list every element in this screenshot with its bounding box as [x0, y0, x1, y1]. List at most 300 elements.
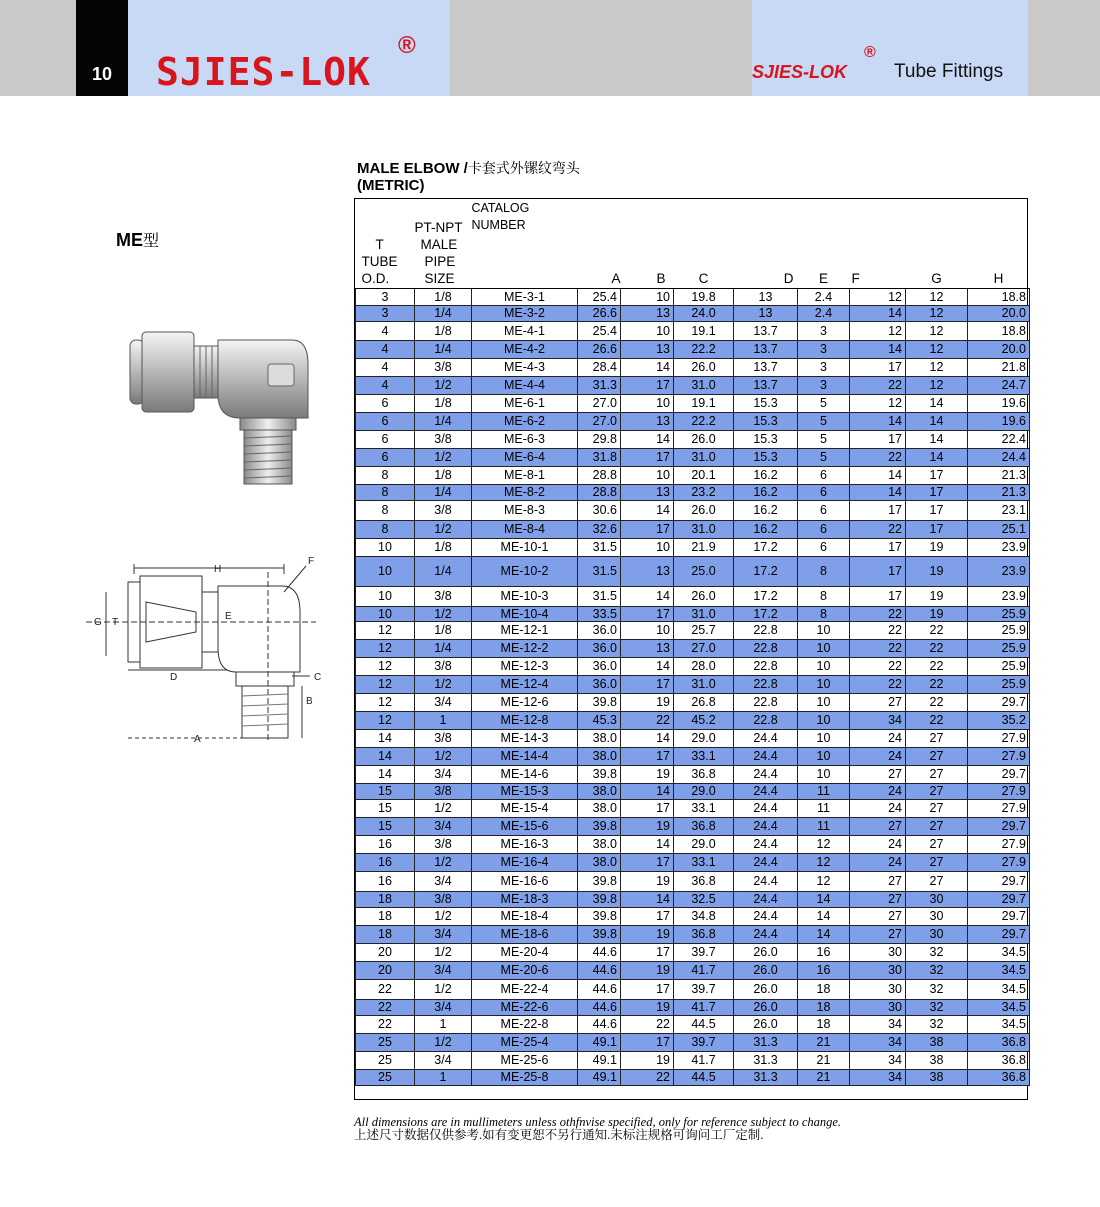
table-cell-cat: ME-12-2 [472, 640, 578, 658]
table-cell-p: 3/8 [415, 431, 472, 449]
table-cell-p: 3/8 [415, 836, 472, 854]
header-catalog-line1: CATALOG [471, 201, 530, 215]
table-cell-b: 14 [621, 359, 674, 377]
table-cell-d: 16.2 [734, 467, 798, 485]
table-row [356, 341, 1030, 359]
table-cell-b: 10 [621, 322, 674, 341]
table-cell-c: 29.0 [674, 836, 734, 854]
table-cell-p: 1/4 [415, 306, 472, 322]
table-cell-f: 17 [850, 539, 906, 557]
table-cell-cat: ME-8-3 [472, 501, 578, 521]
table-cell-g: 38 [906, 1034, 968, 1052]
table-cell-cat: ME-15-6 [472, 818, 578, 836]
header-e: E [798, 199, 850, 289]
table-row [356, 1016, 1030, 1034]
diagram-label-g: G [94, 617, 102, 628]
table-cell-t: 22 [356, 1000, 415, 1016]
table-cell-a: 38.0 [578, 730, 621, 748]
table-cell-cat: ME-4-4 [472, 377, 578, 395]
table-cell-c: 29.0 [674, 730, 734, 748]
table-cell-b: 17 [621, 800, 674, 818]
table-cell-h: 21.3 [968, 467, 1030, 485]
table-row [356, 557, 1030, 587]
table-cell-cat: ME-6-2 [472, 413, 578, 431]
table-cell-cat: ME-12-4 [472, 676, 578, 694]
table-cell-b: 13 [621, 640, 674, 658]
table-cell-h: 29.7 [968, 892, 1030, 908]
table-cell-d: 16.2 [734, 501, 798, 521]
table-cell-c: 26.8 [674, 694, 734, 712]
header-catalog-number [472, 199, 578, 289]
table-cell-h: 18.8 [968, 322, 1030, 341]
header-d: D [734, 199, 798, 289]
table-cell-g: 27 [906, 872, 968, 892]
table-cell-g: 30 [906, 892, 968, 908]
registered-mark-small: ® [864, 44, 876, 61]
table-cell-a: 31.5 [578, 557, 621, 587]
table-cell-e: 12 [798, 854, 850, 872]
table-cell-t: 16 [356, 872, 415, 892]
table-cell-cat: ME-20-6 [472, 962, 578, 980]
table-row [356, 1034, 1030, 1052]
page-number: 10 [91, 64, 113, 84]
table-row [356, 962, 1030, 980]
table-cell-a: 39.8 [578, 694, 621, 712]
table-cell-g: 22 [906, 694, 968, 712]
table-cell-h: 23.9 [968, 539, 1030, 557]
table-cell-d: 17.2 [734, 539, 798, 557]
model-code: ME [116, 230, 143, 250]
table-row [356, 836, 1030, 854]
table-cell-h: 25.9 [968, 658, 1030, 676]
table-cell-p: 3/4 [415, 926, 472, 944]
table-cell-e: 10 [798, 712, 850, 730]
table-cell-d: 24.4 [734, 748, 798, 766]
table-cell-p: 3/4 [415, 872, 472, 892]
table-row [356, 521, 1030, 539]
table-cell-g: 27 [906, 748, 968, 766]
table-cell-p: 1/2 [415, 521, 472, 539]
table-cell-d: 17.2 [734, 587, 798, 607]
table-cell-d: 16.2 [734, 485, 798, 501]
table-cell-h: 24.7 [968, 377, 1030, 395]
table-cell-p: 3/4 [415, 962, 472, 980]
table-cell-c: 33.1 [674, 800, 734, 818]
table-cell-d: 15.3 [734, 395, 798, 413]
table-cell-a: 39.8 [578, 908, 621, 926]
table-cell-e: 6 [798, 467, 850, 485]
table-row [356, 539, 1030, 557]
table-cell-e: 2.4 [798, 289, 850, 306]
table-cell-f: 22 [850, 449, 906, 467]
table-cell-e: 5 [798, 395, 850, 413]
table-cell-t: 10 [356, 587, 415, 607]
table-cell-d: 13 [734, 289, 798, 306]
table-cell-t: 12 [356, 622, 415, 640]
table-cell-c: 19.8 [674, 289, 734, 306]
table-cell-a: 38.0 [578, 784, 621, 800]
table-cell-p: 1/8 [415, 539, 472, 557]
table-cell-f: 14 [850, 467, 906, 485]
table-cell-e: 10 [798, 766, 850, 784]
table-cell-c: 36.8 [674, 872, 734, 892]
table-cell-c: 22.2 [674, 341, 734, 359]
table-cell-d: 22.8 [734, 694, 798, 712]
header-pipe-size-line1: PT-NPT [414, 220, 463, 235]
table-cell-cat: ME-3-2 [472, 306, 578, 322]
table-cell-t: 15 [356, 784, 415, 800]
table-cell-c: 41.7 [674, 1000, 734, 1016]
table-cell-g: 32 [906, 944, 968, 962]
table-cell-f: 17 [850, 359, 906, 377]
table-cell-b: 17 [621, 1034, 674, 1052]
product-subtitle: (METRIC) [357, 177, 425, 194]
table-cell-t: 16 [356, 836, 415, 854]
table-cell-g: 17 [906, 521, 968, 539]
product-title-en: MALE ELBOW / [357, 160, 468, 177]
table-row [356, 289, 1030, 306]
table-cell-d: 26.0 [734, 980, 798, 1000]
table-cell-h: 18.8 [968, 289, 1030, 306]
table-cell-cat: ME-15-3 [472, 784, 578, 800]
table-cell-e: 21 [798, 1034, 850, 1052]
table-cell-a: 33.5 [578, 607, 621, 622]
table-cell-g: 12 [906, 306, 968, 322]
product-title [357, 158, 580, 178]
table-cell-p: 3/4 [415, 766, 472, 784]
table-cell-a: 49.1 [578, 1034, 621, 1052]
table-cell-g: 22 [906, 712, 968, 730]
table-cell-f: 27 [850, 908, 906, 926]
table-cell-e: 6 [798, 521, 850, 539]
table-cell-p: 1/2 [415, 980, 472, 1000]
table-cell-h: 25.1 [968, 521, 1030, 539]
table-cell-t: 12 [356, 640, 415, 658]
table-cell-p: 1/2 [415, 449, 472, 467]
table-row [356, 908, 1030, 926]
table-cell-h: 24.4 [968, 449, 1030, 467]
table-cell-g: 19 [906, 607, 968, 622]
table-cell-p: 3/4 [415, 818, 472, 836]
table-cell-g: 14 [906, 395, 968, 413]
table-cell-d: 17.2 [734, 557, 798, 587]
table-cell-g: 12 [906, 289, 968, 306]
table-cell-t: 18 [356, 908, 415, 926]
table-cell-a: 38.0 [578, 836, 621, 854]
table-cell-f: 27 [850, 766, 906, 784]
table-cell-t: 10 [356, 607, 415, 622]
table-cell-b: 19 [621, 766, 674, 784]
table-cell-c: 44.5 [674, 1016, 734, 1034]
table-cell-p: 1/8 [415, 622, 472, 640]
table-cell-f: 30 [850, 1000, 906, 1016]
table-cell-g: 17 [906, 501, 968, 521]
table-cell-b: 14 [621, 658, 674, 676]
table-cell-p: 1/8 [415, 322, 472, 341]
table-cell-e: 14 [798, 908, 850, 926]
table-cell-h: 27.9 [968, 730, 1030, 748]
table-cell-cat: ME-6-3 [472, 431, 578, 449]
table-cell-cat: ME-14-3 [472, 730, 578, 748]
table-cell-e: 5 [798, 449, 850, 467]
table-row [356, 926, 1030, 944]
table-cell-e: 18 [798, 980, 850, 1000]
table-cell-c: 21.9 [674, 539, 734, 557]
table-cell-c: 31.0 [674, 676, 734, 694]
table-row [356, 658, 1030, 676]
table-cell-cat: ME-18-3 [472, 892, 578, 908]
header-pipe-size-line3: PIPE [424, 254, 456, 269]
table-cell-b: 19 [621, 962, 674, 980]
table-cell-cat: ME-6-4 [472, 449, 578, 467]
table-cell-t: 4 [356, 377, 415, 395]
table-cell-c: 44.5 [674, 1070, 734, 1086]
table-cell-p: 1/8 [415, 395, 472, 413]
table-cell-e: 6 [798, 501, 850, 521]
table-cell-f: 14 [850, 413, 906, 431]
table-cell-p: 1/2 [415, 607, 472, 622]
table-cell-h: 21.8 [968, 359, 1030, 377]
table-cell-c: 19.1 [674, 322, 734, 341]
table-cell-f: 34 [850, 1052, 906, 1070]
table-cell-t: 15 [356, 818, 415, 836]
table-cell-h: 34.5 [968, 962, 1030, 980]
table-cell-h: 25.9 [968, 640, 1030, 658]
table-cell-b: 10 [621, 539, 674, 557]
table-cell-p: 3/8 [415, 784, 472, 800]
table-cell-a: 31.8 [578, 449, 621, 467]
table-cell-d: 13.7 [734, 377, 798, 395]
header-pipe-size-line4: SIZE [424, 271, 455, 286]
table-cell-c: 33.1 [674, 748, 734, 766]
table-cell-e: 16 [798, 962, 850, 980]
table-cell-b: 22 [621, 1070, 674, 1086]
table-cell-g: 19 [906, 557, 968, 587]
table-cell-d: 24.4 [734, 872, 798, 892]
table-cell-cat: ME-12-3 [472, 658, 578, 676]
table-cell-d: 26.0 [734, 944, 798, 962]
table-cell-b: 13 [621, 557, 674, 587]
table-cell-t: 12 [356, 712, 415, 730]
table-cell-d: 24.4 [734, 766, 798, 784]
table-cell-c: 45.2 [674, 712, 734, 730]
table-cell-c: 34.8 [674, 908, 734, 926]
table-row [356, 892, 1030, 908]
table-cell-t: 8 [356, 485, 415, 501]
table-cell-a: 38.0 [578, 748, 621, 766]
table-cell-h: 20.0 [968, 341, 1030, 359]
elbow-fitting-photo [122, 324, 318, 488]
diagram-label-h: H [214, 564, 222, 575]
table-cell-cat: ME-8-4 [472, 521, 578, 539]
table-cell-cat: ME-25-8 [472, 1070, 578, 1086]
table-cell-a: 44.6 [578, 962, 621, 980]
table-row [356, 1000, 1030, 1016]
table-cell-p: 1/2 [415, 944, 472, 962]
table-cell-a: 31.5 [578, 539, 621, 557]
table-cell-cat: ME-8-2 [472, 485, 578, 501]
table-cell-h: 25.9 [968, 676, 1030, 694]
table-cell-c: 32.5 [674, 892, 734, 908]
table-cell-b: 13 [621, 485, 674, 501]
table-row [356, 854, 1030, 872]
diagram-label-b: B [306, 696, 313, 707]
header-catalog-line2: NUMBER [471, 218, 526, 232]
table-cell-f: 17 [850, 501, 906, 521]
table-row [356, 944, 1030, 962]
table-cell-d: 13 [734, 306, 798, 322]
table-cell-d: 15.3 [734, 449, 798, 467]
table-cell-a: 39.8 [578, 766, 621, 784]
table-cell-g: 14 [906, 449, 968, 467]
table-cell-b: 17 [621, 908, 674, 926]
table-cell-p: 1/2 [415, 377, 472, 395]
table-cell-g: 12 [906, 359, 968, 377]
table-cell-cat: ME-3-1 [472, 289, 578, 306]
table-cell-b: 14 [621, 501, 674, 521]
table-cell-h: 20.0 [968, 306, 1030, 322]
table-cell-g: 27 [906, 818, 968, 836]
table-cell-c: 39.7 [674, 1034, 734, 1052]
table-row [356, 1070, 1030, 1086]
table-cell-g: 22 [906, 622, 968, 640]
table-cell-cat: ME-8-1 [472, 467, 578, 485]
table-cell-e: 10 [798, 730, 850, 748]
table-cell-h: 34.5 [968, 944, 1030, 962]
table-cell-p: 1/4 [415, 341, 472, 359]
header-f: F [850, 199, 906, 289]
table-cell-g: 27 [906, 800, 968, 818]
table-cell-f: 22 [850, 658, 906, 676]
table-cell-a: 36.0 [578, 622, 621, 640]
table-cell-f: 34 [850, 1034, 906, 1052]
table-cell-c: 27.0 [674, 640, 734, 658]
table-cell-cat: ME-12-8 [472, 712, 578, 730]
diagram-label-a: A [194, 734, 201, 745]
table-cell-t: 20 [356, 962, 415, 980]
table-cell-h: 35.2 [968, 712, 1030, 730]
table-cell-a: 26.6 [578, 341, 621, 359]
table-cell-g: 30 [906, 926, 968, 944]
table-row [356, 766, 1030, 784]
table-header-row [356, 199, 1030, 289]
table-cell-h: 36.8 [968, 1070, 1030, 1086]
header-tube-od-line1: T [375, 237, 384, 252]
header-b: B [621, 199, 674, 289]
table-cell-e: 8 [798, 557, 850, 587]
table-cell-g: 32 [906, 1000, 968, 1016]
table-cell-c: 41.7 [674, 1052, 734, 1070]
footnote-cn: 上述尺寸数据仅供参考.如有变更恕不另行通知.未标注规格可询问工厂定制. [354, 1128, 764, 1142]
table-cell-cat: ME-25-6 [472, 1052, 578, 1070]
table-cell-d: 31.3 [734, 1052, 798, 1070]
table-cell-p: 3/8 [415, 587, 472, 607]
table-cell-d: 22.8 [734, 658, 798, 676]
table-cell-c: 24.0 [674, 306, 734, 322]
footnote-en: All dimensions are in mullimeters unless othfnvise specified, only for reference subject to change. [354, 1115, 842, 1129]
table-cell-f: 22 [850, 607, 906, 622]
table-cell-cat: ME-18-4 [472, 908, 578, 926]
table-cell-e: 10 [798, 622, 850, 640]
table-cell-h: 19.6 [968, 395, 1030, 413]
table-cell-p: 1/8 [415, 467, 472, 485]
table-cell-b: 10 [621, 622, 674, 640]
table-cell-p: 3/4 [415, 1000, 472, 1016]
table-cell-a: 36.0 [578, 640, 621, 658]
table-row [356, 694, 1030, 712]
table-cell-t: 6 [356, 449, 415, 467]
table-cell-f: 14 [850, 341, 906, 359]
header-tube-od-line2: TUBE [361, 254, 398, 269]
table-cell-h: 19.6 [968, 413, 1030, 431]
table-cell-cat: ME-18-6 [472, 926, 578, 944]
table-cell-t: 22 [356, 1016, 415, 1034]
table-cell-p: 1 [415, 712, 472, 730]
diagram-label-c: C [314, 672, 322, 683]
table-cell-b: 17 [621, 521, 674, 539]
table-cell-b: 13 [621, 413, 674, 431]
table-cell-g: 22 [906, 640, 968, 658]
table-cell-t: 8 [356, 521, 415, 539]
table-cell-c: 41.7 [674, 962, 734, 980]
table-cell-a: 39.8 [578, 926, 621, 944]
table-cell-p: 1/2 [415, 854, 472, 872]
table-cell-f: 12 [850, 289, 906, 306]
table-cell-a: 26.6 [578, 306, 621, 322]
table-cell-cat: ME-4-3 [472, 359, 578, 377]
table-cell-a: 28.4 [578, 359, 621, 377]
table-cell-cat: ME-10-2 [472, 557, 578, 587]
header-pipe-size [415, 199, 472, 289]
table-row [356, 784, 1030, 800]
table-cell-cat: ME-22-8 [472, 1016, 578, 1034]
table-row [356, 676, 1030, 694]
table-cell-b: 13 [621, 306, 674, 322]
table-cell-p: 3/8 [415, 658, 472, 676]
table-row [356, 359, 1030, 377]
table-cell-g: 32 [906, 962, 968, 980]
table-cell-a: 27.0 [578, 413, 621, 431]
table-cell-t: 4 [356, 322, 415, 341]
table-cell-c: 19.1 [674, 395, 734, 413]
table-cell-b: 22 [621, 712, 674, 730]
table-cell-a: 32.6 [578, 521, 621, 539]
table-cell-t: 14 [356, 748, 415, 766]
table-row [356, 306, 1030, 322]
table-cell-a: 25.4 [578, 322, 621, 341]
table-cell-p: 3/8 [415, 892, 472, 908]
table-cell-e: 6 [798, 539, 850, 557]
table-cell-a: 44.6 [578, 944, 621, 962]
header-h: H [968, 199, 1030, 289]
table-cell-h: 27.9 [968, 748, 1030, 766]
table-cell-f: 24 [850, 854, 906, 872]
table-cell-c: 26.0 [674, 431, 734, 449]
table-cell-h: 23.9 [968, 587, 1030, 607]
table-cell-f: 27 [850, 872, 906, 892]
table-cell-p: 1/2 [415, 908, 472, 926]
table-cell-d: 24.4 [734, 784, 798, 800]
table-cell-f: 27 [850, 818, 906, 836]
table-cell-t: 12 [356, 676, 415, 694]
table-row [356, 377, 1030, 395]
table-cell-t: 14 [356, 730, 415, 748]
table-cell-f: 17 [850, 587, 906, 607]
table-cell-a: 30.6 [578, 501, 621, 521]
table-cell-c: 31.0 [674, 377, 734, 395]
table-cell-d: 22.8 [734, 676, 798, 694]
table-cell-h: 29.7 [968, 908, 1030, 926]
